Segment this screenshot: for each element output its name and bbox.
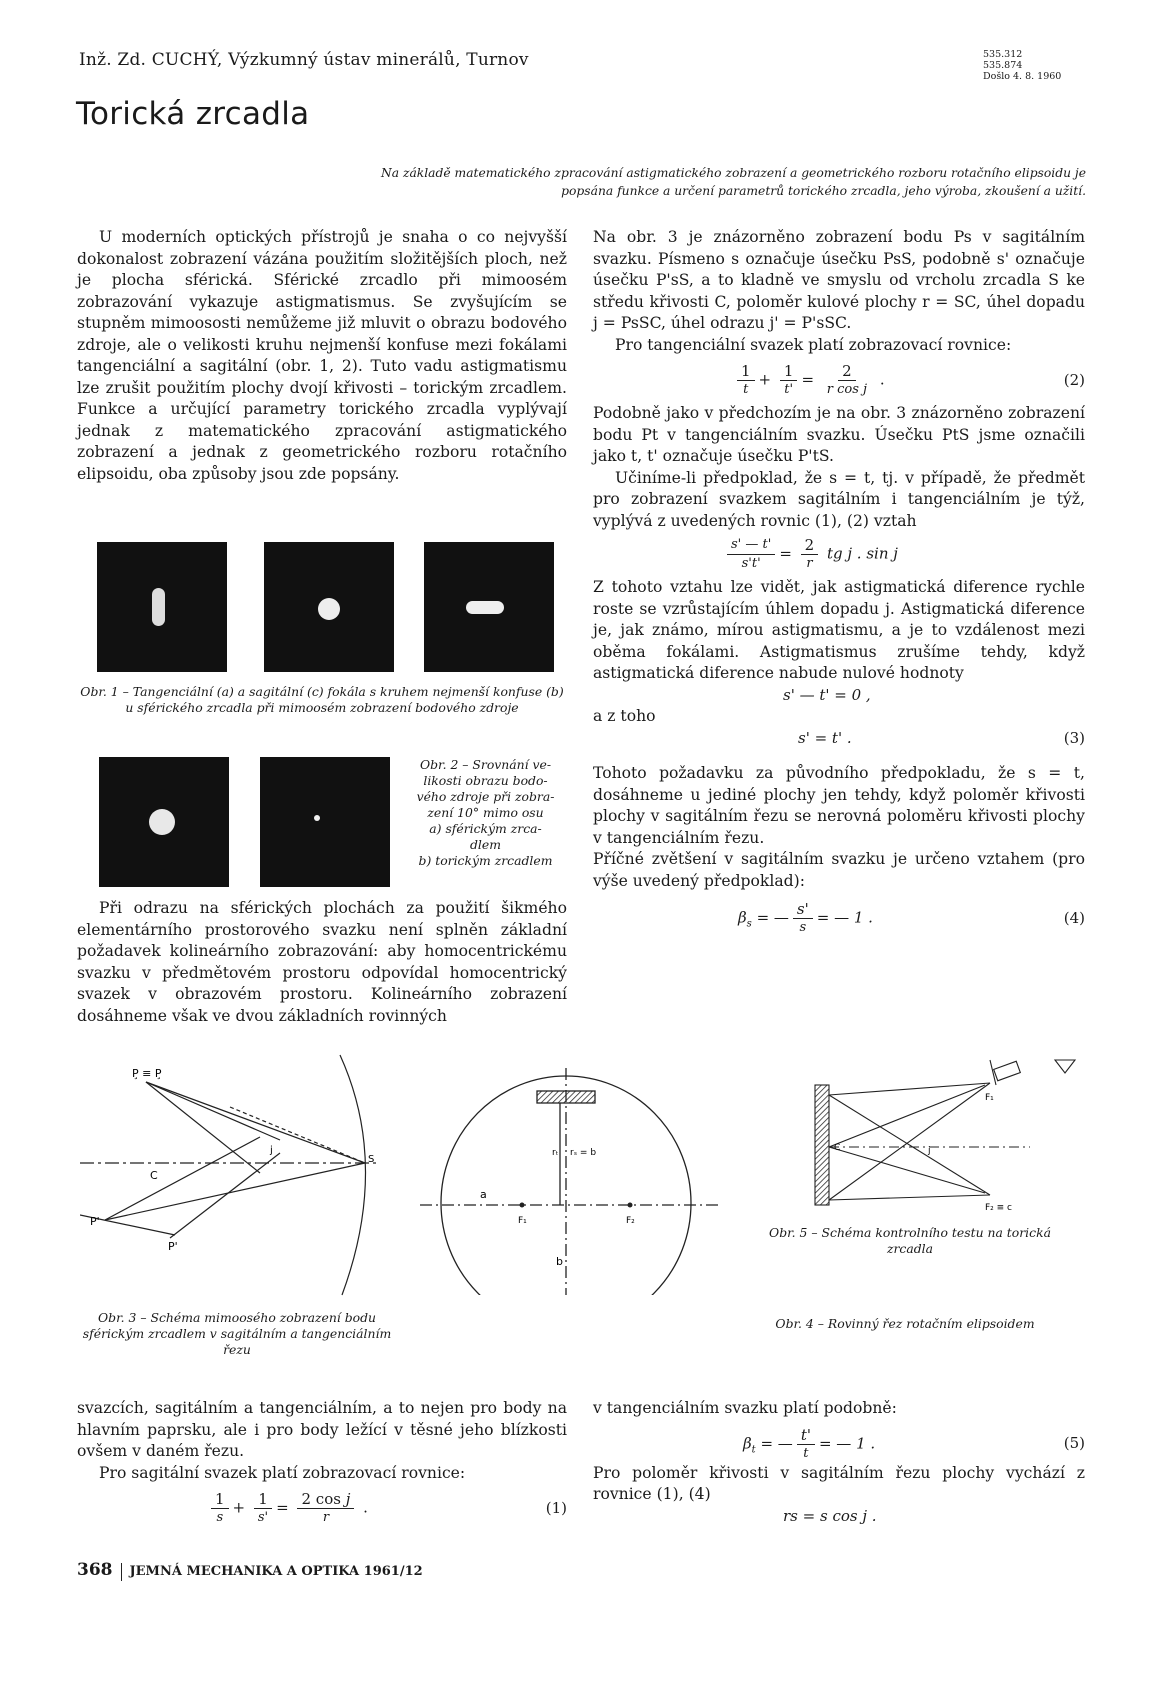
bottom-left-column bbox=[77, 1398, 567, 1527]
paragraph: Při odrazu na sférických plochách za použití šikmého elementárního prostorového svazku není splněn základní požadavek kolineárního zobrazování: aby homocentrickému svazku v předmětovém prostoru odpovídal homocentrický svazek v obrazovém prostoru. Kolineárního zobrazení dosáhneme však ve dvou základních rovinných bbox=[77, 899, 567, 1025]
label-c: C bbox=[834, 1143, 841, 1153]
page-footer bbox=[77, 1560, 423, 1581]
fig2-caption: Obr. 2 – Srovnání ve- likosti obrazu bodo- vého zdroje při zobra- zení 10° mimo osu a) sférickým zrca- dlem b) torickým zrcadlem bbox=[416, 757, 555, 868]
paragraph: Podobně jako v předchozím je na obr. 3 znázorněno zobrazení bodu Pt v tangenciálním svazku. Úsečku PtS jsme označili jako t, t' označuje úsečku P'tS. bbox=[593, 404, 1085, 465]
abstract: Na základě matematického zpracování astigmatického zobrazení a geometrického rozboru rotačního elipsoidu je popsána funkce a určení parametrů torického zrcadla, jeho výroba, zkoušení a užití. bbox=[380, 166, 1086, 198]
bottom-right-column bbox=[593, 1398, 1085, 1527]
mirror-arc bbox=[340, 1055, 366, 1295]
label-rs: rₛ = b bbox=[570, 1148, 597, 1158]
ray-8 bbox=[230, 1107, 365, 1163]
equation-1 bbox=[77, 1490, 567, 1527]
equation-3 bbox=[593, 728, 1085, 750]
equation-body: $\beta_s$ = — $\frac{s'}{s}$ = — 1 . bbox=[738, 900, 873, 935]
label-b: b bbox=[556, 1255, 563, 1268]
equation-5 bbox=[593, 1426, 1085, 1463]
label-rt: rₜ bbox=[552, 1148, 559, 1158]
fig4-diagram bbox=[420, 1065, 720, 1295]
fig1-photo-a bbox=[97, 542, 227, 672]
fig1-caption: Obr. 1 – Tangenciální (a) a sagitální (c) fokála s kruhem nejmenší konfuse (b) u sférického zrcadla při mimoosém zobrazení bodového zdroje bbox=[80, 684, 564, 715]
label-c: C bbox=[150, 1169, 158, 1182]
equation-body: $\frac{1}{t}$ + $\frac{1}{t'}$ = $\frac{2}{\text{r cos j}}$ . bbox=[733, 362, 885, 399]
ray-3 bbox=[146, 1082, 280, 1140]
fig5-caption: Obr. 5 – Schéma kontrolního testu na torická zrcadla bbox=[769, 1225, 1051, 1256]
received-date: Došlo 4. 8. 1960 bbox=[983, 71, 1062, 82]
fig2-photo-b bbox=[260, 757, 390, 887]
paragraph: Tohoto požadavku za původního předpokladu, že s = t, dosáhneme u jediné plochy jen tehdy, když poloměr křivosti plochy v sagitálním řezu se nerovná poloměru křivosti plochy v tangenciálním řezu. bbox=[593, 764, 1085, 847]
left-column-para2 bbox=[77, 898, 567, 1027]
ray-6 bbox=[170, 1153, 280, 1238]
label-f1: F₁ bbox=[518, 1216, 527, 1226]
equation-rs: rs = s cos j . bbox=[783, 1506, 877, 1525]
label-a: a bbox=[480, 1188, 487, 1201]
ray-diag-2 bbox=[829, 1095, 990, 1195]
label-ps-prime: P' bbox=[168, 1240, 178, 1253]
paragraph: svazcích, sagitálním a tangenciálním, a to nejen pro body na hlavním paprsku, ale i pro body ležící v těsné jeho blízkosti ovšem v daném řezu. bbox=[77, 1399, 567, 1460]
footer-divider bbox=[121, 1563, 122, 1581]
ray-2 bbox=[146, 1082, 260, 1173]
equation-number: (5) bbox=[1063, 1434, 1085, 1453]
ray-1 bbox=[146, 1082, 365, 1163]
label-f1: F₁ bbox=[985, 1093, 994, 1103]
equation-astig bbox=[593, 536, 1085, 573]
label-f2-c: F₂ ≡ c bbox=[985, 1203, 1012, 1213]
focus-f2 bbox=[628, 1203, 633, 1208]
udc-codes bbox=[983, 49, 1061, 82]
equation-number: (2) bbox=[1063, 370, 1085, 389]
udc-code-2: 535.874 bbox=[983, 60, 1023, 71]
text-a-z-toho: a z toho bbox=[593, 707, 656, 725]
focus-f1 bbox=[520, 1203, 525, 1208]
ray-mid-1 bbox=[829, 1085, 985, 1147]
equation-4 bbox=[593, 900, 1085, 937]
paragraph: Příčné zvětšení v sagitálním svazku je určeno vztahem (pro výše uvedený předpoklad): bbox=[593, 850, 1085, 890]
label-j: j bbox=[270, 1145, 273, 1156]
fig2-photo-a bbox=[99, 757, 229, 887]
fig5-diagram bbox=[800, 1055, 1090, 1215]
paragraph: Z tohoto vztahu lze vidět, jak astigmatická diference rychle roste se vzrůstajícím úhlem dopadu j. Astigmatická diference je, jak známo, mírou astigmatismu, a je to vzdálenost mezi oběma fokálami. Astigmatismus zrušíme tehdy, když astigmatická diference nabude nulové hodnoty bbox=[593, 578, 1085, 682]
paragraph: v tangenciálním svazku platí podobně: bbox=[593, 1399, 897, 1417]
ray-mid-2 bbox=[829, 1147, 985, 1193]
equation-number: (1) bbox=[545, 1498, 567, 1517]
label-j: j bbox=[928, 1146, 931, 1156]
ray-4 bbox=[105, 1163, 365, 1220]
udc-code-1: 535.312 bbox=[983, 49, 1023, 60]
equation-zero bbox=[593, 685, 1085, 707]
paragraph: Na obr. 3 je znázorněno zobrazení bodu Ps v sagitálním svazku. Písmeno s označuje úsečku PsS, podobně s' označuje úsečku P'sS, a to kladně ve smyslu od vrcholu zrcadla S ke středu křivosti C, poloměr kulové plochy r = SC, úhel dopadu j = PsSC, úhel odrazu j' = P'sSC. bbox=[593, 228, 1085, 332]
journal-name: JEMNÁ MECHANIKA A OPTIKA 1961/12 bbox=[129, 1564, 423, 1579]
left-column-intro bbox=[77, 227, 567, 485]
intro-paragraph: U moderních optických přístrojů je snaha o co nejvyšší dokonalost zobrazení vázána použitím složitějších ploch, než je plocha sférická. Sférické zrcadlo při mimoosém zobrazování vykazuje astigmatismus. Se zvyšujícím se stupněm mimoososti nemůžeme již mluvit o obrazu bodového zdroje, ale o velikosti kruhu nejmenší konfuse mezi fokálami tangenciální a sagitální (obr. 1, 2). Tuto vadu astigmatismu lze zrušit použitím plochy dvojí křivosti – torickým zrcadlem. Funkce a určující parametry torického zrcadla vyplývají jednak z matematického zpracování astigmatického zobrazení a jednak z geometrického rozboru rotačního elipsoidu, oba způsoby jsou zde popsány. bbox=[77, 228, 567, 483]
fig1-photo-b bbox=[264, 542, 394, 672]
article-title: Torická zrcadla bbox=[76, 96, 310, 132]
equation-number: (4) bbox=[1063, 908, 1085, 927]
ray-5 bbox=[105, 1137, 260, 1220]
equation-body: s' — t' = 0 , bbox=[783, 685, 871, 704]
equation-number: (3) bbox=[1063, 728, 1085, 747]
fig3-diagram bbox=[80, 1045, 410, 1305]
toric-mirror bbox=[815, 1085, 829, 1205]
paragraph: Pro sagitální svazek platí zobrazovací rovnice: bbox=[99, 1463, 466, 1482]
label-s: S bbox=[368, 1154, 375, 1165]
ray-bottom bbox=[829, 1195, 990, 1200]
fig3-caption: Obr. 3 – Schéma mimoosého zobrazení bodu sférickým zrcadlem v sagitálním a tangenciálním řezu bbox=[82, 1310, 392, 1357]
page-number: 368 bbox=[77, 1560, 113, 1580]
equation-body: $\beta_t$ = — $\frac{t'}{t}$ = — 1 . bbox=[743, 1425, 876, 1461]
author-line: Inž. Zd. CUCHÝ, Výzkumný ústav minerálů, Turnov bbox=[79, 50, 529, 70]
label-pt-prime: P' bbox=[90, 1215, 100, 1228]
equation-body: $\frac{1}{s}$ + $\frac{1}{s'}$ = $\frac{\text{2 cos j}}{r}$ . bbox=[207, 1490, 368, 1527]
label-pt-ps: P̧ ≡ P̧ bbox=[132, 1067, 162, 1080]
paragraph: Pro tangenciální svazek platí zobrazovací rovnice: bbox=[615, 335, 1012, 354]
equation-2 bbox=[593, 362, 1085, 399]
eye-symbol bbox=[1055, 1060, 1075, 1073]
right-column bbox=[593, 227, 1085, 937]
paragraph: Pro poloměr křivosti v sagitálním řezu plochy vychází z rovnice (1), (4) bbox=[593, 1463, 1085, 1503]
equation-body: s' = t' . bbox=[798, 728, 852, 747]
source-housing bbox=[994, 1061, 1021, 1080]
equation-body: $\frac{s' — t'}{s't'}$ = $\frac{2}{r}$ tg j . sin j bbox=[723, 536, 898, 573]
fig4-caption: Obr. 4 – Rovinný řez rotačním elipsoidem bbox=[775, 1316, 1035, 1331]
fig1-photo-c bbox=[424, 542, 554, 672]
label-f2: F₂ bbox=[626, 1216, 635, 1226]
ray-diag-1 bbox=[829, 1083, 990, 1200]
paragraph: Učiníme-li předpoklad, že s = t, tj. v případě, že předmět pro zobrazení svazkem sagitálním i tangenciálním je týž, vyplývá z uvedených rovnic (1), (2) vztah bbox=[593, 468, 1085, 530]
